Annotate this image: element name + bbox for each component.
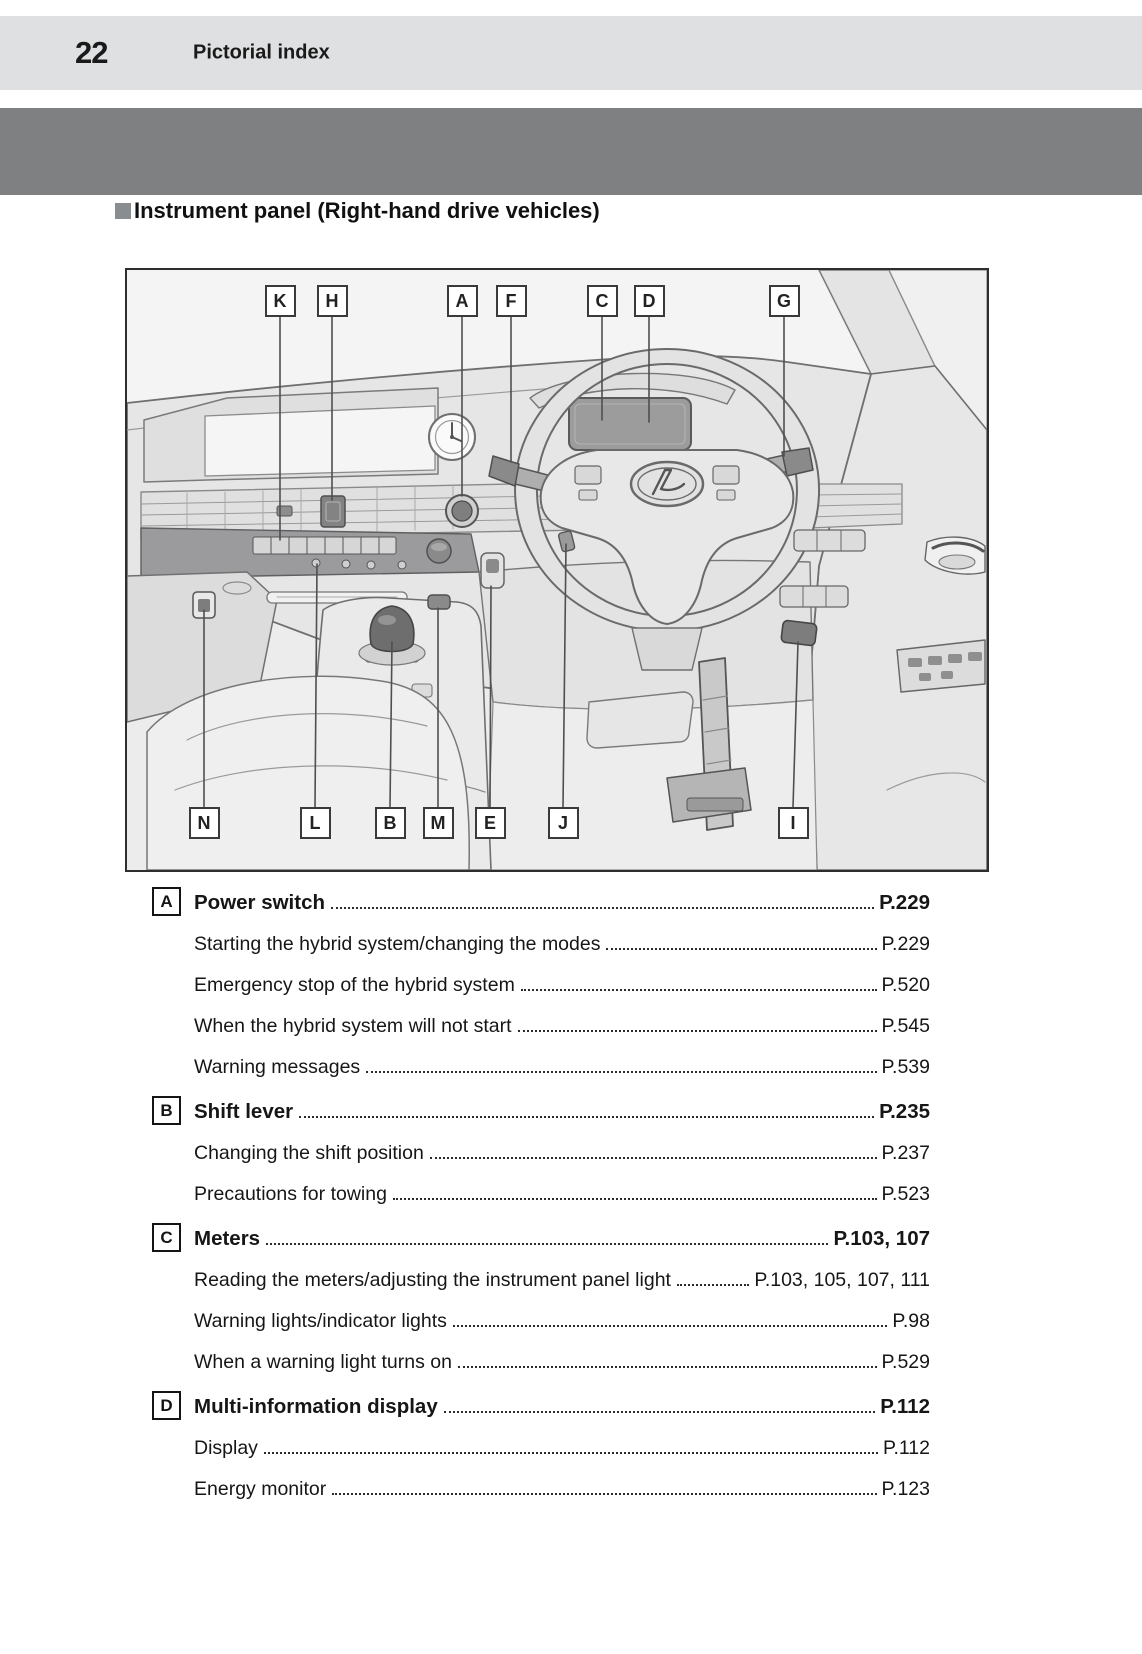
power-switch (446, 495, 478, 527)
center-vent-control (321, 496, 345, 527)
page-reference: P.123 (881, 1478, 930, 1500)
index-subitem (152, 917, 930, 958)
page-reference: P.237 (881, 1142, 930, 1164)
diagram-label-J: J (548, 807, 579, 839)
dot-leader (606, 948, 876, 950)
index-item-C (152, 1212, 930, 1253)
index-subitem (152, 1294, 930, 1335)
page-reference: P.229 (881, 933, 930, 955)
dot-leader (518, 1030, 877, 1032)
dot-leader (366, 1071, 876, 1073)
analog-clock (429, 414, 475, 460)
index-item-D (152, 1380, 930, 1421)
header-section-title: Pictorial index (193, 41, 330, 64)
index-subitem-label: Display (194, 1437, 258, 1459)
page-reference: P.529 (881, 1351, 930, 1373)
page-number: 22 (75, 35, 108, 70)
index-subitem-label: Changing the shift position (194, 1142, 424, 1164)
section-heading (115, 198, 600, 224)
diagram-label-D: D (634, 285, 665, 317)
index-subitem (152, 1462, 930, 1503)
index-item-title: Power switch (194, 891, 326, 914)
driver-side-vent (810, 484, 902, 528)
diagram-label-G: G (769, 285, 800, 317)
diagram-label-I: I (778, 807, 809, 839)
index-item-title: Shift lever (194, 1100, 294, 1123)
diagram-label-C: C (587, 285, 618, 317)
page-reference: P.103, 107 (833, 1227, 930, 1250)
section-heading-text: Instrument panel (Right-hand drive vehicles) (134, 198, 600, 223)
lexus-logo (631, 462, 703, 506)
diagram-label-N: N (189, 807, 220, 839)
window-switch-panel (897, 640, 985, 692)
square-bullet-icon (115, 203, 131, 219)
diagram-label-F: F (496, 285, 527, 317)
index-subitem-label: Warning messages (194, 1056, 361, 1078)
dot-leader (393, 1198, 877, 1200)
index-subitem-label: Warning lights/indicator lights (194, 1310, 447, 1332)
index-list (152, 872, 930, 1503)
index-subitem-label: Reading the meters/adjusting the instrument panel light (194, 1269, 671, 1291)
dot-leader (299, 1116, 874, 1118)
page-reference: P.523 (881, 1183, 930, 1205)
dot-leader (266, 1243, 828, 1245)
driver-seat (147, 676, 469, 870)
index-letter-badge: C (152, 1223, 181, 1252)
dot-leader (521, 989, 877, 991)
index-subitem-label: Precautions for towing (194, 1183, 387, 1205)
dashboard-illustration (127, 270, 987, 870)
index-subitem-label: Energy monitor (194, 1478, 327, 1500)
index-letter-badge: A (152, 887, 181, 916)
diagram-label-E: E (475, 807, 506, 839)
index-item-B (152, 1085, 930, 1126)
index-subitem (152, 999, 930, 1040)
wide-display-screen (205, 406, 435, 476)
dot-leader (331, 907, 874, 909)
index-subitem (152, 958, 930, 999)
page-reference: P.98 (892, 1310, 930, 1332)
dot-leader (444, 1411, 875, 1413)
index-subitem-label: Starting the hybrid system/changing the modes (194, 933, 601, 955)
page-reference: P.229 (879, 891, 930, 914)
header-bar (0, 16, 1142, 90)
page-reference: P.545 (881, 1015, 930, 1037)
page-reference: P.112 (883, 1437, 930, 1459)
index-subitem (152, 1421, 930, 1462)
dot-leader (458, 1366, 877, 1368)
diagram-label-K: K (265, 285, 296, 317)
index-subitem-label: Emergency stop of the hybrid system (194, 974, 515, 996)
floor-mat (587, 692, 693, 748)
index-subitem (152, 1253, 930, 1294)
diagram-label-A: A (447, 285, 478, 317)
chapter-band (0, 108, 1142, 195)
index-item-A (152, 876, 930, 917)
page-reference: P.112 (880, 1395, 930, 1418)
index-item-title: Multi-information display (194, 1395, 438, 1418)
diagram-label-H: H (317, 285, 348, 317)
diagram-label-L: L (300, 807, 331, 839)
index-subitem-label: When a warning light turns on (194, 1351, 452, 1373)
page-reference: P.539 (881, 1056, 930, 1078)
console-switch (428, 595, 450, 609)
diagram-label-B: B (375, 807, 406, 839)
index-subitem (152, 1335, 930, 1376)
bonnet-release-switch (781, 620, 817, 646)
index-letter-badge: B (152, 1096, 181, 1125)
index-letter-badge: D (152, 1391, 181, 1420)
dot-leader (264, 1452, 878, 1454)
index-item-title: Meters (194, 1227, 261, 1250)
index-subitem (152, 1040, 930, 1081)
index-subitem-label: When the hybrid system will not start (194, 1015, 512, 1037)
index-subitem (152, 1167, 930, 1208)
steering-column (632, 628, 702, 670)
knee-panel-box (481, 553, 504, 588)
rotary-knob (427, 539, 451, 563)
page-reference: P.103, 105, 107, 111 (754, 1269, 930, 1291)
dot-leader (677, 1284, 749, 1286)
page-reference: P.520 (881, 974, 930, 996)
dot-leader (453, 1325, 888, 1327)
meter-display (569, 398, 691, 450)
diagram-label-M: M (423, 807, 454, 839)
instrument-panel-diagram (125, 268, 989, 872)
dot-leader (332, 1493, 876, 1495)
dot-leader (430, 1157, 877, 1159)
page-reference: P.235 (879, 1100, 930, 1123)
index-subitem (152, 1126, 930, 1167)
